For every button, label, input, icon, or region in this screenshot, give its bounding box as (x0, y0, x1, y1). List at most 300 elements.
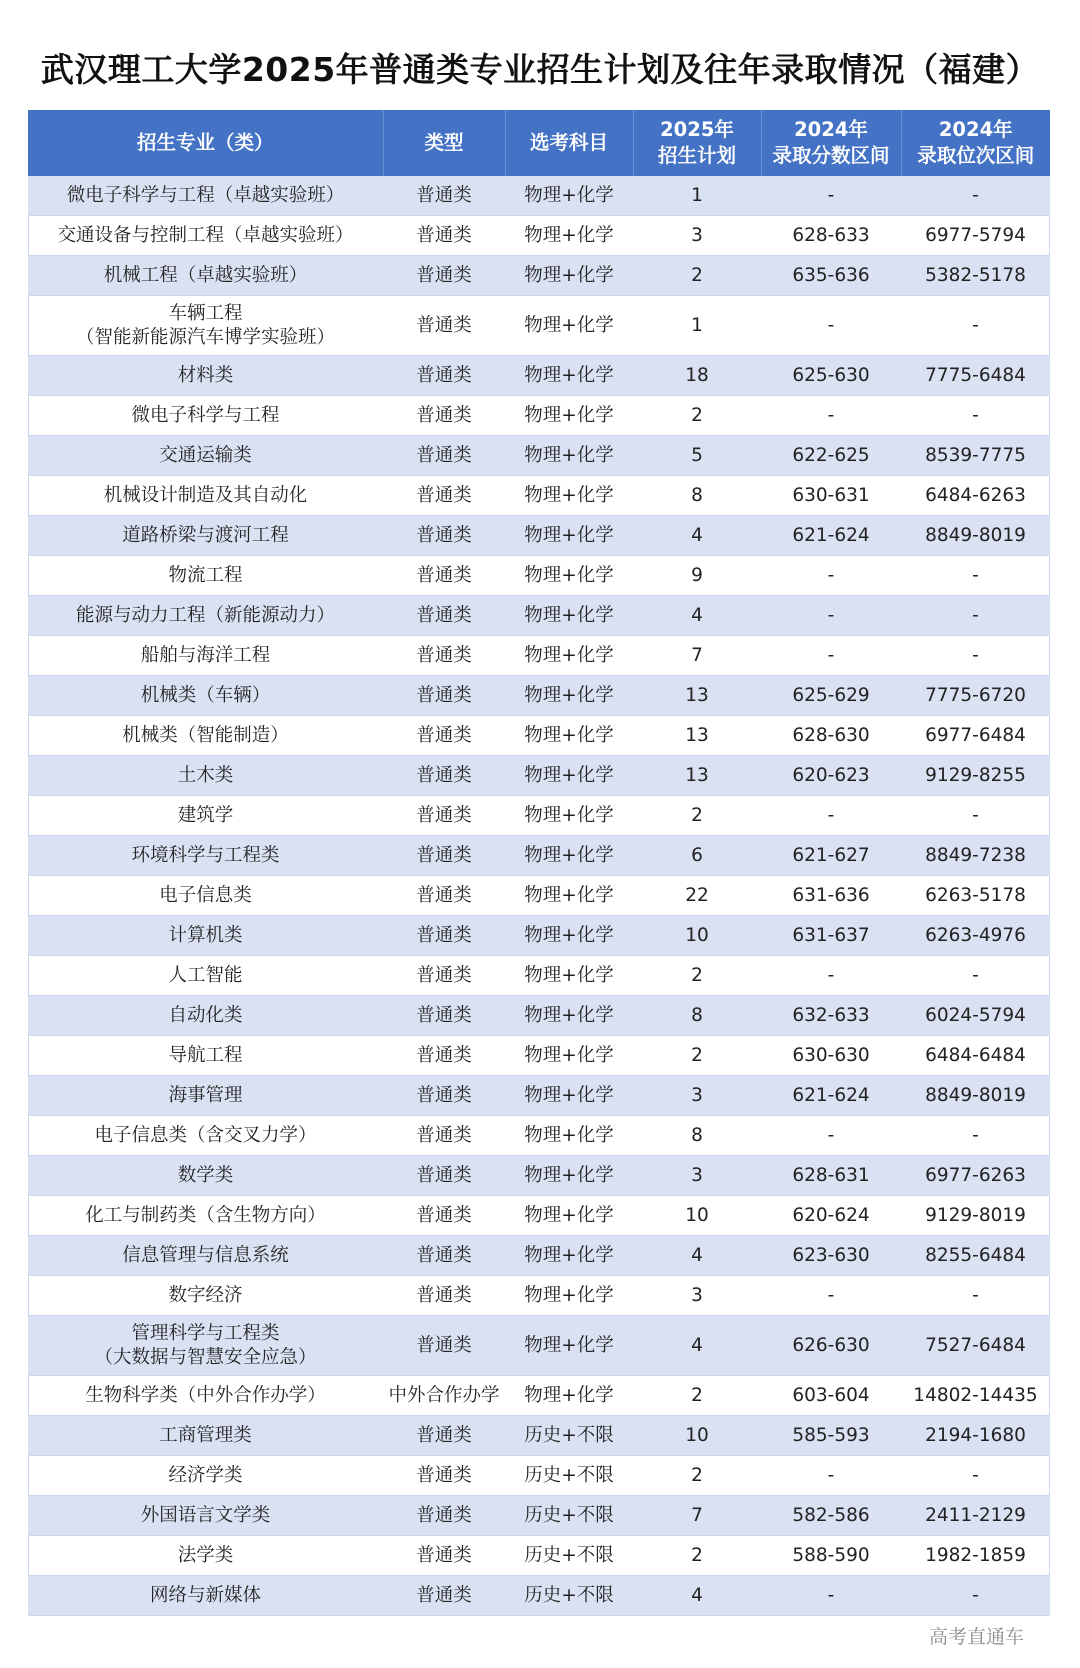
cell-score: - (761, 556, 901, 596)
cell-score: 588-590 (761, 1536, 901, 1576)
cell-score: 622-625 (761, 436, 901, 476)
cell-plan: 6 (633, 836, 761, 876)
cell-plan: 4 (633, 1576, 761, 1616)
cell-subjects: 物理+化学 (505, 836, 633, 876)
cell-plan: 4 (633, 596, 761, 636)
cell-score: 620-624 (761, 1196, 901, 1236)
major-name-line: 环境科学与工程类 (131, 844, 280, 866)
cell-score: - (761, 296, 901, 356)
cell-major (28, 296, 383, 356)
cell-plan: 2 (633, 1536, 761, 1576)
table-row (28, 176, 1050, 216)
cell-major (28, 916, 383, 956)
cell-rank: - (901, 1456, 1050, 1496)
cell-type: 普通类 (383, 836, 505, 876)
cell-rank: 1982-1859 (901, 1536, 1050, 1576)
cell-score: 625-630 (761, 356, 901, 396)
cell-plan: 3 (633, 1156, 761, 1196)
cell-major (28, 1276, 383, 1316)
cell-rank: - (901, 1276, 1050, 1316)
cell-rank: - (901, 176, 1050, 216)
cell-major (28, 716, 383, 756)
cell-plan: 1 (633, 176, 761, 216)
cell-score: 635-636 (761, 256, 901, 296)
cell-plan: 9 (633, 556, 761, 596)
cell-major (28, 1576, 383, 1616)
cell-plan: 3 (633, 216, 761, 256)
cell-major (28, 1236, 383, 1276)
cell-major (28, 1376, 383, 1416)
cell-subjects: 历史+不限 (505, 1536, 633, 1576)
cell-subjects: 物理+化学 (505, 216, 633, 256)
table-row (28, 1196, 1050, 1236)
header-plan-label: 招生计划 (657, 144, 736, 167)
major-name-line: 机械工程（卓越实验班） (103, 264, 308, 286)
cell-rank: 5382-5178 (901, 256, 1050, 296)
header-plan-year: 2025年 (660, 118, 734, 141)
cell-plan: 7 (633, 1496, 761, 1536)
cell-subjects: 物理+化学 (505, 176, 633, 216)
major-name-line: 网络与新媒体 (149, 1584, 261, 1606)
table-row (28, 1036, 1050, 1076)
cell-score: 628-633 (761, 216, 901, 256)
cell-major (28, 356, 383, 396)
cell-major (28, 516, 383, 556)
cell-subjects: 物理+化学 (505, 1316, 633, 1376)
cell-type: 普通类 (383, 436, 505, 476)
cell-subjects: 物理+化学 (505, 1196, 633, 1236)
page-title: 武汉理工大学2025年普通类专业招生计划及往年录取情况（福建） (40, 50, 1040, 89)
major-name-line: 机械类（智能制造） (122, 724, 289, 746)
major-name-line: 机械设计制造及其自动化 (103, 484, 308, 506)
cell-type: 普通类 (383, 916, 505, 956)
watermark: 高考直通车 (928, 1626, 1024, 1648)
cell-subjects: 物理+化学 (505, 1156, 633, 1196)
cell-major (28, 216, 383, 256)
major-name-line: 微电子科学与工程（卓越实验班） (66, 184, 345, 206)
cell-type: 普通类 (383, 296, 505, 356)
cell-subjects: 物理+化学 (505, 756, 633, 796)
major-name-line: 导航工程 (168, 1044, 243, 1066)
cell-score: 621-627 (761, 836, 901, 876)
header-rank-year: 2024年 (938, 118, 1013, 141)
cell-plan: 10 (633, 1416, 761, 1456)
major-name-line: 自动化类 (168, 1004, 243, 1026)
cell-rank: 9129-8019 (901, 1196, 1050, 1236)
cell-rank: 8849-7238 (901, 836, 1050, 876)
cell-type: 普通类 (383, 176, 505, 216)
table-row (28, 1576, 1050, 1616)
cell-rank: - (901, 296, 1050, 356)
major-name-line: 电子信息类 (159, 884, 252, 906)
cell-rank: 9129-8255 (901, 756, 1050, 796)
cell-type: 普通类 (383, 1456, 505, 1496)
cell-type: 普通类 (383, 1316, 505, 1376)
cell-major (28, 1116, 383, 1156)
cell-type: 普通类 (383, 636, 505, 676)
cell-plan: 3 (633, 1076, 761, 1116)
cell-plan: 2 (633, 396, 761, 436)
header-type (383, 110, 505, 176)
table-row (28, 396, 1050, 436)
cell-subjects: 物理+化学 (505, 476, 633, 516)
cell-subjects: 物理+化学 (505, 676, 633, 716)
cell-rank: 2411-2129 (901, 1496, 1050, 1536)
table-body (28, 176, 1050, 1616)
cell-type: 普通类 (383, 596, 505, 636)
cell-subjects: 物理+化学 (505, 956, 633, 996)
cell-major (28, 956, 383, 996)
table-row (28, 996, 1050, 1036)
cell-type: 普通类 (383, 1576, 505, 1616)
cell-major (28, 1076, 383, 1116)
header-rank (901, 110, 1050, 176)
cell-score: 630-631 (761, 476, 901, 516)
cell-subjects: 物理+化学 (505, 876, 633, 916)
cell-rank: - (901, 1116, 1050, 1156)
cell-plan: 2 (633, 256, 761, 296)
cell-rank: 6484-6484 (901, 1036, 1050, 1076)
cell-rank: 14802-14435 (901, 1376, 1050, 1416)
cell-score: 582-586 (761, 1496, 901, 1536)
cell-major (28, 1316, 383, 1376)
cell-rank: 6263-5178 (901, 876, 1050, 916)
cell-subjects: 物理+化学 (505, 356, 633, 396)
header-rank-label: 录取位次区间 (917, 144, 1035, 167)
cell-plan: 7 (633, 636, 761, 676)
table-row (28, 216, 1050, 256)
cell-subjects: 物理+化学 (505, 1036, 633, 1076)
major-name-line: 微电子科学与工程 (131, 404, 280, 426)
cell-subjects: 物理+化学 (505, 1236, 633, 1276)
header-score (761, 110, 901, 176)
cell-rank: - (901, 1576, 1050, 1616)
cell-rank: 7527-6484 (901, 1316, 1050, 1376)
cell-subjects: 物理+化学 (505, 996, 633, 1036)
cell-type: 普通类 (383, 756, 505, 796)
table-row (28, 676, 1050, 716)
cell-rank: 7775-6484 (901, 356, 1050, 396)
cell-major (28, 1416, 383, 1456)
cell-score: - (761, 1116, 901, 1156)
cell-major (28, 176, 383, 216)
table-row (28, 1156, 1050, 1196)
major-name-line: 能源与动力工程（新能源动力） (75, 604, 335, 626)
cell-rank: - (901, 956, 1050, 996)
cell-type: 普通类 (383, 1116, 505, 1156)
cell-plan: 10 (633, 916, 761, 956)
cell-type: 普通类 (383, 956, 505, 996)
header-score-year: 2024年 (794, 118, 868, 141)
table-row (28, 356, 1050, 396)
header-plan (633, 110, 761, 176)
cell-subjects: 历史+不限 (505, 1496, 633, 1536)
header-major-label: 招生专业（类） (136, 131, 274, 154)
table-row (28, 1116, 1050, 1156)
cell-subjects: 历史+不限 (505, 1576, 633, 1616)
cell-subjects: 物理+化学 (505, 396, 633, 436)
cell-major (28, 1496, 383, 1536)
table-row (28, 1536, 1050, 1576)
cell-score: - (761, 396, 901, 436)
cell-type: 中外合作办学 (383, 1376, 505, 1416)
cell-type: 普通类 (383, 1036, 505, 1076)
table-row (28, 796, 1050, 836)
major-name-line: 交通运输类 (159, 444, 252, 466)
table-row (28, 716, 1050, 756)
cell-rank: 6024-5794 (901, 996, 1050, 1036)
table-row (28, 1076, 1050, 1116)
cell-subjects: 物理+化学 (505, 1116, 633, 1156)
header-subjects-label: 选考科目 (529, 131, 608, 154)
cell-subjects: 物理+化学 (505, 1076, 633, 1116)
major-name-line: 车辆工程 (168, 302, 243, 324)
cell-score: - (761, 1276, 901, 1316)
cell-score: - (761, 956, 901, 996)
table-row (28, 556, 1050, 596)
cell-rank: 6977-5794 (901, 216, 1050, 256)
table-row (28, 876, 1050, 916)
cell-plan: 1 (633, 296, 761, 356)
major-name-line: 外国语言文学类 (140, 1504, 271, 1526)
cell-type: 普通类 (383, 676, 505, 716)
cell-score: - (761, 176, 901, 216)
cell-score: - (761, 596, 901, 636)
cell-subjects: 物理+化学 (505, 636, 633, 676)
cell-major (28, 556, 383, 596)
cell-rank: - (901, 796, 1050, 836)
table-row (28, 756, 1050, 796)
cell-major (28, 396, 383, 436)
cell-rank: - (901, 596, 1050, 636)
major-name-line: 计算机类 (168, 924, 243, 946)
cell-plan: 4 (633, 1316, 761, 1376)
cell-major (28, 796, 383, 836)
cell-type: 普通类 (383, 556, 505, 596)
cell-score: 631-636 (761, 876, 901, 916)
major-name-line: （智能新能源汽车博学实验班） (75, 326, 335, 348)
cell-major (28, 1536, 383, 1576)
cell-subjects: 物理+化学 (505, 516, 633, 556)
cell-type: 普通类 (383, 256, 505, 296)
cell-plan: 2 (633, 1376, 761, 1416)
cell-subjects: 物理+化学 (505, 916, 633, 956)
cell-score: - (761, 796, 901, 836)
cell-plan: 8 (633, 1116, 761, 1156)
cell-major (28, 636, 383, 676)
cell-type: 普通类 (383, 1196, 505, 1236)
cell-plan: 4 (633, 1236, 761, 1276)
cell-major (28, 476, 383, 516)
cell-type: 普通类 (383, 1416, 505, 1456)
cell-type: 普通类 (383, 396, 505, 436)
major-name-line: 法学类 (177, 1544, 234, 1566)
cell-score: 628-631 (761, 1156, 901, 1196)
cell-score: 628-630 (761, 716, 901, 756)
cell-subjects: 物理+化学 (505, 296, 633, 356)
cell-score: - (761, 1576, 901, 1616)
cell-plan: 22 (633, 876, 761, 916)
cell-score: 621-624 (761, 516, 901, 556)
cell-rank: 6263-4976 (901, 916, 1050, 956)
cell-major (28, 256, 383, 296)
table-row (28, 1236, 1050, 1276)
cell-rank: - (901, 556, 1050, 596)
cell-major (28, 836, 383, 876)
cell-major (28, 1156, 383, 1196)
admission-plan-table (28, 110, 1050, 1616)
cell-type: 普通类 (383, 996, 505, 1036)
cell-major (28, 1036, 383, 1076)
cell-type: 普通类 (383, 516, 505, 556)
cell-subjects: 物理+化学 (505, 596, 633, 636)
header-score-label: 录取分数区间 (772, 144, 890, 167)
table-row (28, 516, 1050, 556)
cell-score: 603-604 (761, 1376, 901, 1416)
cell-type: 普通类 (383, 1496, 505, 1536)
table-row (28, 256, 1050, 296)
cell-score: - (761, 636, 901, 676)
cell-score: 585-593 (761, 1416, 901, 1456)
cell-rank: 6484-6263 (901, 476, 1050, 516)
cell-rank: 8849-8019 (901, 1076, 1050, 1116)
major-name-line: 道路桥梁与渡河工程 (122, 524, 289, 546)
cell-rank: 2194-1680 (901, 1416, 1050, 1456)
cell-subjects: 物理+化学 (505, 1276, 633, 1316)
table-row (28, 1496, 1050, 1536)
table-row (28, 916, 1050, 956)
cell-type: 普通类 (383, 1156, 505, 1196)
cell-score: 632-633 (761, 996, 901, 1036)
cell-plan: 5 (633, 436, 761, 476)
cell-plan: 2 (633, 1036, 761, 1076)
cell-subjects: 物理+化学 (505, 556, 633, 596)
cell-plan: 8 (633, 996, 761, 1036)
cell-major (28, 436, 383, 476)
major-name-line: 土木类 (177, 764, 234, 786)
table-row (28, 296, 1050, 356)
cell-subjects: 物理+化学 (505, 716, 633, 756)
cell-type: 普通类 (383, 716, 505, 756)
table-header-row (28, 110, 1050, 176)
table-row (28, 1376, 1050, 1416)
cell-subjects: 历史+不限 (505, 1456, 633, 1496)
cell-score: 620-623 (761, 756, 901, 796)
cell-plan: 2 (633, 796, 761, 836)
cell-score: 621-624 (761, 1076, 901, 1116)
cell-major (28, 1196, 383, 1236)
cell-major (28, 676, 383, 716)
major-name-line: 数学类 (177, 1164, 234, 1186)
major-name-line: 化工与制药类（含生物方向） (85, 1204, 326, 1226)
cell-type: 普通类 (383, 1236, 505, 1276)
table-row (28, 836, 1050, 876)
major-name-line: 生物科学类（中外合作办学） (85, 1384, 326, 1406)
major-name-line: 船舶与海洋工程 (140, 644, 271, 666)
cell-plan: 13 (633, 756, 761, 796)
table-row (28, 596, 1050, 636)
cell-plan: 2 (633, 1456, 761, 1496)
header-major (28, 110, 383, 176)
major-name-line: 信息管理与信息系统 (122, 1244, 289, 1266)
cell-type: 普通类 (383, 1276, 505, 1316)
cell-rank: - (901, 636, 1050, 676)
table-row (28, 1276, 1050, 1316)
major-name-line: 海事管理 (168, 1084, 243, 1106)
major-name-line: 人工智能 (168, 964, 243, 986)
cell-type: 普通类 (383, 876, 505, 916)
cell-rank: 6977-6263 (901, 1156, 1050, 1196)
cell-rank: 8849-8019 (901, 516, 1050, 556)
table-row (28, 636, 1050, 676)
cell-rank: 8539-7775 (901, 436, 1050, 476)
cell-score: 625-629 (761, 676, 901, 716)
table-row (28, 1416, 1050, 1456)
major-name-line: （大数据与智慧安全应急） (94, 1346, 317, 1368)
cell-plan: 8 (633, 476, 761, 516)
cell-rank: 6977-6484 (901, 716, 1050, 756)
cell-major (28, 756, 383, 796)
header-type-label: 类型 (424, 131, 464, 154)
cell-type: 普通类 (383, 216, 505, 256)
major-name-line: 工商管理类 (159, 1424, 252, 1446)
cell-plan: 13 (633, 676, 761, 716)
cell-plan: 13 (633, 716, 761, 756)
cell-score: 631-637 (761, 916, 901, 956)
table-row (28, 436, 1050, 476)
cell-subjects: 物理+化学 (505, 1376, 633, 1416)
major-name-line: 数字经济 (168, 1284, 243, 1306)
header-subjects (505, 110, 633, 176)
cell-major (28, 996, 383, 1036)
table-row (28, 1456, 1050, 1496)
cell-score: - (761, 1456, 901, 1496)
cell-type: 普通类 (383, 476, 505, 516)
cell-score: 623-630 (761, 1236, 901, 1276)
cell-type: 普通类 (383, 1536, 505, 1576)
major-name-line: 物流工程 (168, 564, 243, 586)
cell-type: 普通类 (383, 1076, 505, 1116)
cell-plan: 2 (633, 956, 761, 996)
cell-subjects: 物理+化学 (505, 796, 633, 836)
table-row (28, 1316, 1050, 1376)
cell-major (28, 876, 383, 916)
cell-subjects: 物理+化学 (505, 436, 633, 476)
cell-plan: 10 (633, 1196, 761, 1236)
cell-score: 626-630 (761, 1316, 901, 1376)
table-row (28, 956, 1050, 996)
cell-score: 630-630 (761, 1036, 901, 1076)
major-name-line: 材料类 (177, 364, 234, 386)
major-name-line: 交通设备与控制工程（卓越实验班） (57, 224, 354, 246)
cell-type: 普通类 (383, 796, 505, 836)
cell-rank: 7775-6720 (901, 676, 1050, 716)
cell-major (28, 596, 383, 636)
major-name-line: 经济学类 (168, 1464, 243, 1486)
cell-subjects: 历史+不限 (505, 1416, 633, 1456)
table-row (28, 476, 1050, 516)
cell-subjects: 物理+化学 (505, 256, 633, 296)
cell-plan: 3 (633, 1276, 761, 1316)
cell-plan: 4 (633, 516, 761, 556)
cell-rank: - (901, 396, 1050, 436)
major-name-line: 电子信息类（含交叉力学） (94, 1124, 317, 1146)
cell-major (28, 1456, 383, 1496)
cell-plan: 18 (633, 356, 761, 396)
cell-type: 普通类 (383, 356, 505, 396)
major-name-line: 建筑学 (177, 804, 234, 826)
cell-rank: 8255-6484 (901, 1236, 1050, 1276)
